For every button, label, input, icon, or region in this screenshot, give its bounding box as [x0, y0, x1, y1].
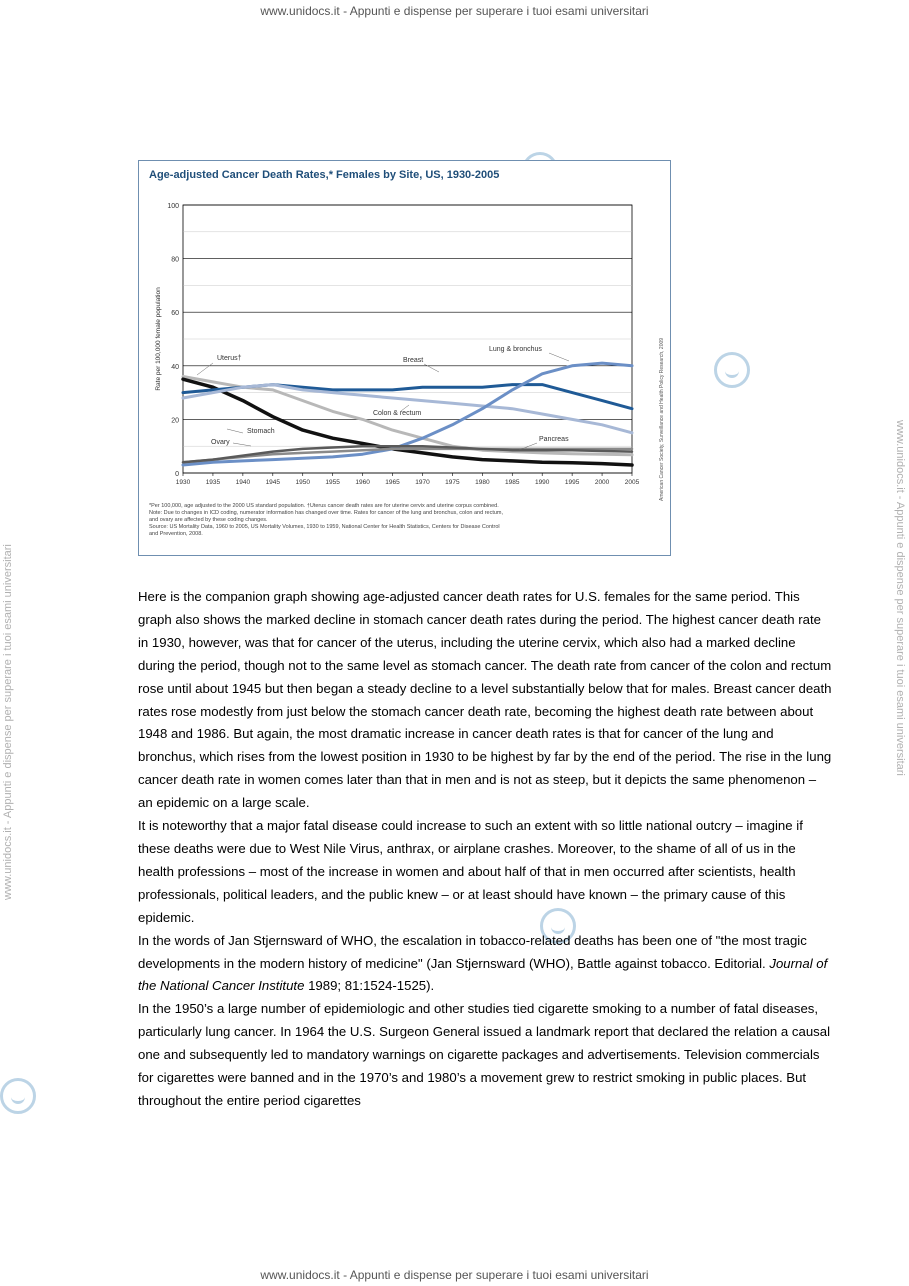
y-tick-label: 40 [171, 363, 179, 371]
y-tick-label: 80 [171, 256, 179, 264]
chart-note-line: Source: US Mortality Data, 1960 to 2005, US Mortality Volumes, 1930 to 1959, National Center for Health Statistics, Centers for Disease Control [149, 524, 500, 530]
footer-watermark: www.unidocs.it - Appunti e dispense per superare i tuoi esami universitari [260, 1268, 649, 1282]
x-tick-label: 1930 [175, 479, 191, 486]
x-tick-label: 1940 [235, 479, 251, 486]
label-leader-line [197, 363, 213, 375]
x-tick-label: 2005 [624, 479, 640, 486]
watermark-logo-icon [0, 1078, 36, 1114]
x-tick-label: 1975 [445, 479, 460, 486]
body-text [138, 586, 833, 1113]
x-tick-label: 1960 [355, 479, 370, 486]
x-tick-label: 1970 [415, 479, 430, 486]
chart-note-line: and ovary are affected by these coding changes. [149, 517, 268, 523]
label-leader-line [233, 443, 251, 446]
series-label: Lung & bronchus [489, 346, 542, 353]
y-tick-label: 100 [167, 203, 179, 210]
x-tick-label: 1935 [205, 479, 221, 486]
journal-title: Journal of the National Cancer Institute [138, 955, 828, 994]
chart-figure [138, 160, 671, 556]
watermark-logo-icon [714, 352, 750, 388]
x-tick-label: 2000 [594, 479, 610, 486]
series-label: Colon & rectum [373, 410, 422, 417]
series-label: Pancreas [539, 436, 569, 443]
line-chart [139, 161, 672, 557]
chart-side-source: American Cancer Society, Surveillance and Health Policy Research, 2009 [659, 337, 665, 501]
x-tick-label: 1990 [534, 479, 550, 486]
series-label: Breast [403, 357, 424, 364]
series-label: Uterus† [217, 355, 242, 362]
chart-note-line: Note: Due to changes in ICD coding, numerator information has changed over time. Rates for cancer of the lung and bronchus, colon and rectum, [149, 510, 504, 516]
x-tick-label: 1980 [475, 479, 490, 486]
x-tick-label: 1950 [295, 479, 310, 486]
chart-title: Age-adjusted Cancer Death Rates,* Females by Site, US, 1930-2005 [149, 169, 500, 181]
header-watermark: www.unidocs.it - Appunti e dispense per superare i tuoi esami universitari [260, 4, 649, 18]
series-label: Ovary [211, 439, 230, 446]
x-tick-label: 1985 [505, 479, 520, 486]
label-leader-line [227, 429, 243, 433]
right-side-watermark: www.unidocs.it - Appunti e dispense per superare i tuoi esami universitari [894, 420, 906, 776]
y-tick-label: 0 [175, 471, 179, 478]
paragraph-text: 1989; 81:1524-1525). [304, 978, 435, 994]
paragraph: It is noteworthy that a major fatal disease could increase to such an extent with so little national outcry – imagine if these deaths were due to West Nile Virus, anthrax, or airplane crashes. Moreover, to the shame of all of us in the health professions – most of the increase in women and about half of that in men occurred after scientists, health professionals, political leaders, and the public knew – or at least should have known – the primary cause of this epidemic. [138, 818, 803, 925]
label-leader-line [549, 353, 569, 361]
chart-notes [149, 503, 649, 538]
y-tick-label: 60 [171, 310, 179, 318]
x-tick-label: 1995 [564, 479, 580, 486]
y-tick-label: 20 [171, 417, 179, 425]
y-axis-label: Rate per 100,000 female population [155, 287, 162, 391]
x-tick-label: 1965 [385, 479, 400, 486]
paragraph: In the 1950’s a large number of epidemiologic and other studies tied cigarette smoking to a number of fatal diseases, particularly lung cancer. In 1964 the U.S. Surgeon General issued a landmark report that declared the relation a causal one and subsequently led to mandatory warnings on cigarette packages and advertisements. Television commercials for cigarettes were banned and in the 1970’s and 1980’s a movement grew to restrict smoking in public places. But throughout the entire period cigarettes [138, 1001, 831, 1108]
paragraph [138, 930, 833, 999]
x-tick-label: 1945 [265, 479, 281, 486]
paragraph: Here is the companion graph showing age-adjusted cancer death rates for U.S. females for the same period. This graph also shows the marked decline in stomach cancer death rates during the period. The highest cancer death rate in 1930, however, was that for cancer of the uterus, including the uterine cervix, which also had a marked decline during the period, though not to the same level as stomach cancer. The death rate from cancer of the colon and rectum rose until about 1945 but then began a steady decline to a level substantially below that for males. Breast cancer death rates rose modestly from just below the stomach cancer death rate, becoming the highest death rate between about 1948 and 1986. But again, the most dramatic increase in cancer death rates is that for cancer of the lung and bronchus, which rises from the lowest position in 1930 to be highest by far by the end of the period. The rise in the lung cancer death rate in women comes later than that in men and is not as steep, but it depicts the same phenomenon – an epidemic on a large scale. [138, 589, 832, 811]
paragraph-text: In the words of Jan Stjernsward of WHO, the escalation in tobacco-related deaths has been one of "the most tragic developments in the modern history of medicine" (Jan Stjernsward (WHO), Battle against tobacco. Editorial. [138, 932, 807, 971]
left-side-watermark: www.unidocs.it - Appunti e dispense per superare i tuoi esami universitari [2, 544, 14, 900]
chart-note-line: and Prevention, 2008. [149, 531, 203, 537]
label-leader-line [424, 364, 439, 372]
x-tick-label: 1955 [325, 479, 340, 486]
chart-note-line: *Per 100,000, age adjusted to the 2000 US standard population. †Uterus cancer death rates are for uterine cervix and uterine corpus combined. [149, 503, 499, 509]
series-label: Stomach [247, 428, 275, 435]
